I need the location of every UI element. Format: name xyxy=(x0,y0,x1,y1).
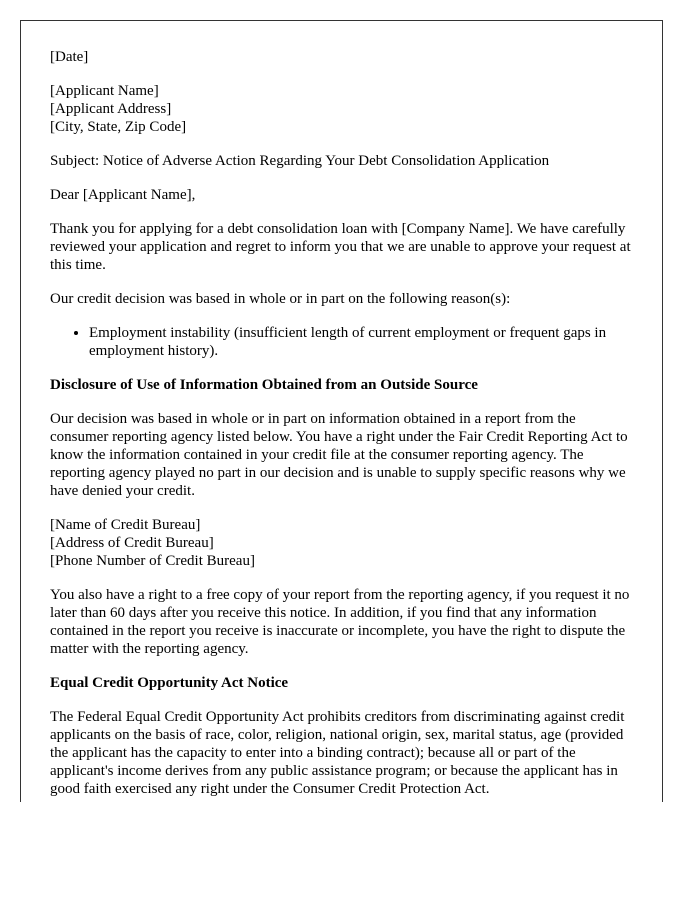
reasons-list xyxy=(50,324,633,360)
salutation: Dear [Applicant Name], xyxy=(50,187,196,203)
letter-date: [Date] xyxy=(50,49,89,65)
intro-paragraph: Thank you for applying for a debt consolidation loan with [Company Name]. We have carefully reviewed your application and regret to inform you that we are unable to approve your request at this time. xyxy=(50,221,631,273)
subject-line: Subject: Notice of Adverse Action Regarding Your Debt Consolidation Application xyxy=(50,153,550,169)
bureau-name: [Name of Credit Bureau] xyxy=(50,517,201,533)
reason-item: • Employment instability (insufficient length of current employment or frequent gaps in employment history). xyxy=(89,324,633,360)
bureau-address: [Address of Credit Bureau] xyxy=(50,535,214,551)
disclosure-heading: Disclosure of Use of Information Obtained from an Outside Source xyxy=(50,377,478,393)
reasons-intro: Our credit decision was based in whole or in part on the following reason(s): xyxy=(50,291,511,307)
recipient-city-state-zip: [City, State, Zip Code] xyxy=(50,119,187,135)
letter-page xyxy=(20,20,663,802)
bureau-phone: [Phone Number of Credit Bureau] xyxy=(50,553,255,569)
ecoa-paragraph: The Federal Equal Credit Opportunity Act prohibits creditors from discriminating against credit applicants on the basis of race, color, religion, national origin, sex, marital status, age (provided the applicant has the capacity to enter into a binding contract); because all or part of the applicant's income derives from any public assistance program; or because the applicant has in good faith exercised any right under the Consumer Credit Protection Act. xyxy=(50,709,625,797)
recipient-name: [Applicant Name] xyxy=(50,83,159,99)
recipient-block xyxy=(50,82,633,136)
recipient-address: [Applicant Address] xyxy=(50,101,172,117)
ecoa-heading: Equal Credit Opportunity Act Notice xyxy=(50,675,289,691)
rights-paragraph: You also have a right to a free copy of your report from the reporting agency, if you request it no later than 60 days after you receive this notice. In addition, if you find that any information contained in the report you receive is inaccurate or incomplete, you have the right to dispute the matter with the reporting agency. xyxy=(50,587,630,657)
bureau-block xyxy=(50,516,633,570)
disclosure-paragraph: Our decision was based in whole or in part on information obtained in a report from the consumer reporting agency listed below. You have a right under the Fair Credit Reporting Act to know the information contained in your credit file at the consumer reporting agency. The reporting agency played no part in our decision and is unable to supply specific reasons why we have denied your credit. xyxy=(50,411,628,499)
